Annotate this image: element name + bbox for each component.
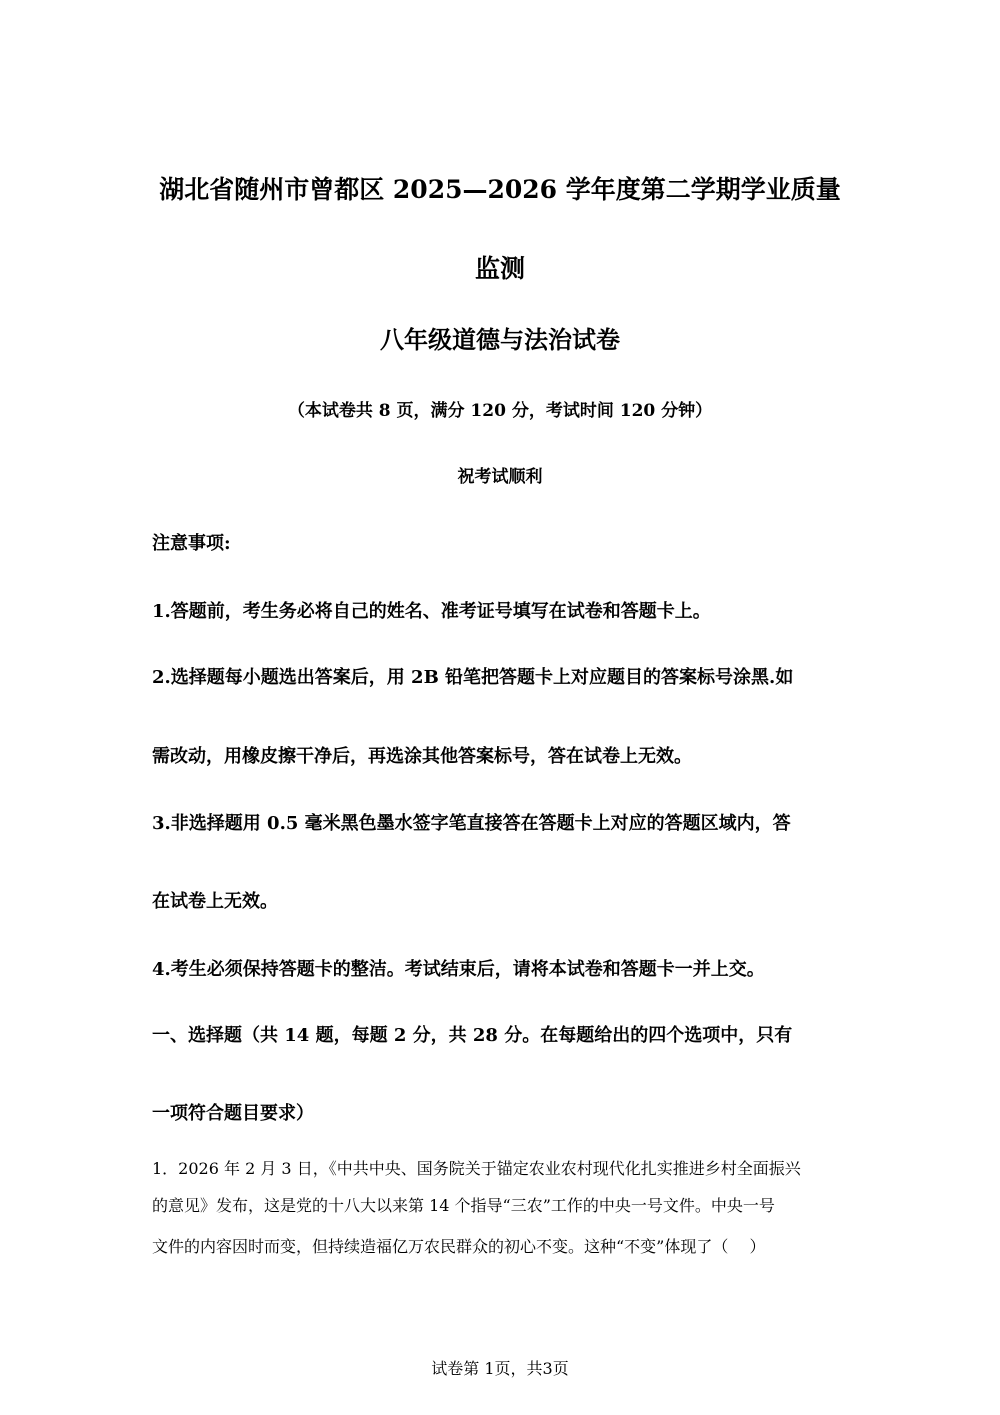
exam-subtitle: 八年级道德与法治试卷 xyxy=(380,325,620,354)
section-1-heading-line1: 一、选择题（共 14 题，每题 2 分，共 28 分。在每题给出的四个选项中，只有 xyxy=(152,1025,793,1046)
exam-title-line2: 监测 xyxy=(474,254,525,283)
instructions-heading: 注意事项: xyxy=(152,533,231,554)
question-1-line1: 1．2026 年 2 月 3 日，《中共中央、国务院关于锚定农业农村现代化扎实推进乡村全面振兴 xyxy=(152,1159,801,1178)
question-1-line2: 的意见》发布，这是党的十八大以来第 14 个指导“三农”工作的中央一号文件。中央一号 xyxy=(152,1196,775,1215)
instruction-item-2-line1: 2.选择题每小题选出答案后，用 2B 铅笔把答题卡上对应题目的答案标号涂黑.如 xyxy=(152,667,794,688)
instruction-item-4: 4.考生必须保持答题卡的整洁。考试结束后，请将本试卷和答题卡一并上交。 xyxy=(152,959,765,980)
instruction-item-2-line2: 需改动，用橡皮擦干净后，再选涂其他答案标号，答在试卷上无效。 xyxy=(152,746,692,767)
instruction-item-3-line1: 3.非选择题用 0.5 毫米黑色墨水签字笔直接答在答题卡上对应的答题区域内，答 xyxy=(152,813,791,834)
question-1-line3: 文件的内容因时而变，但持续造福亿万农民群众的初心不变。这种“不变”体现了（ ） xyxy=(152,1237,766,1256)
instruction-item-1: 1.答题前，考生务必将自己的姓名、准考证号填写在试卷和答题卡上。 xyxy=(152,601,711,622)
page-footer: 试卷第 1页，共3页 xyxy=(431,1359,569,1378)
exam-note: （本试卷共 8 页，满分 120 分，考试时间 120 分钟） xyxy=(287,401,713,421)
instruction-item-3-line2: 在试卷上无效。 xyxy=(152,891,278,912)
section-1-heading-line2: 一项符合题目要求） xyxy=(152,1103,314,1124)
good-luck-text: 祝考试顺利 xyxy=(457,467,543,487)
exam-title-line1: 湖北省随州市曾都区 2025—2026 学年度第二学期学业质量 xyxy=(159,175,841,204)
